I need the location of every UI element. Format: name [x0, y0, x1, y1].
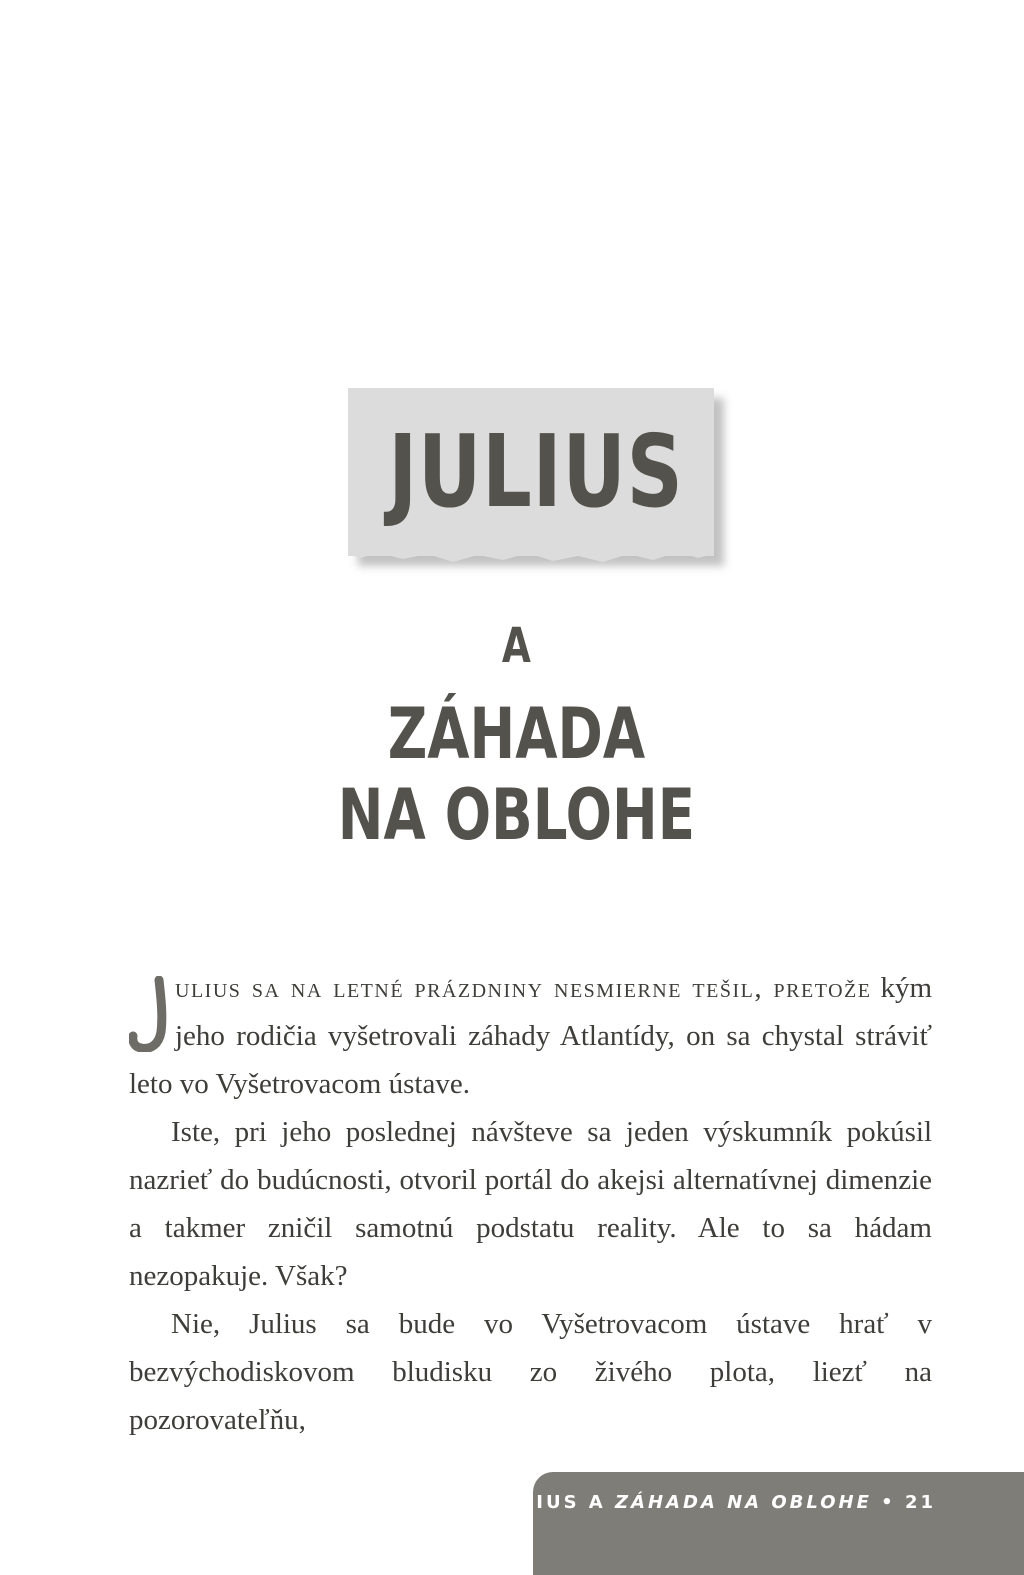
footer-title-part1: JULIUS A — [494, 1492, 615, 1513]
paragraph-3: Nie, Julius sa bude vo Vyšetrovacom ústave hrať v bezvýchodiskovom bludisku zo živého plota, liezť na pozorovateľňu, — [129, 1308, 932, 1436]
body-text — [129, 964, 932, 1444]
torn-edge-decoration — [348, 542, 714, 566]
paragraph-2: Iste, pri jeho poslednej návšteve sa jeden výskumník pokúsil nazrieť do budúcnosti, otvoril portál do akejsi alternatívnej dimenzie a takmer zničil samotnú podstatu reality. Ale to sa hádam nezopakuje. Však? — [129, 1116, 932, 1292]
footer-title-part2: ZÁHADA NA OBLOHE — [615, 1492, 872, 1513]
title-connector: A — [501, 618, 531, 674]
subtitle-line-2: NA OBLOHE — [337, 774, 696, 856]
title-main: JULIUS — [388, 413, 684, 530]
page-number: 21 — [904, 1492, 936, 1513]
title-plate — [348, 388, 714, 556]
footer-separator: • — [871, 1492, 905, 1513]
drop-cap-j — [129, 976, 173, 1052]
running-footer — [494, 1492, 936, 1513]
paragraph-1-rest: kým jeho rodičia vyšetrovali záhady Atlantídy, on sa chystal stráviť leto vo Vyšetrovacom ústave. — [129, 972, 933, 1100]
paragraph-1 — [129, 964, 932, 1108]
paragraph-1-smallcaps: ulius sa na letné prázdniny nesmierne tešil, pretože — [175, 972, 872, 1004]
subtitle-line-1: ZÁHADA — [387, 693, 646, 775]
footer-tab — [533, 1472, 1024, 1575]
